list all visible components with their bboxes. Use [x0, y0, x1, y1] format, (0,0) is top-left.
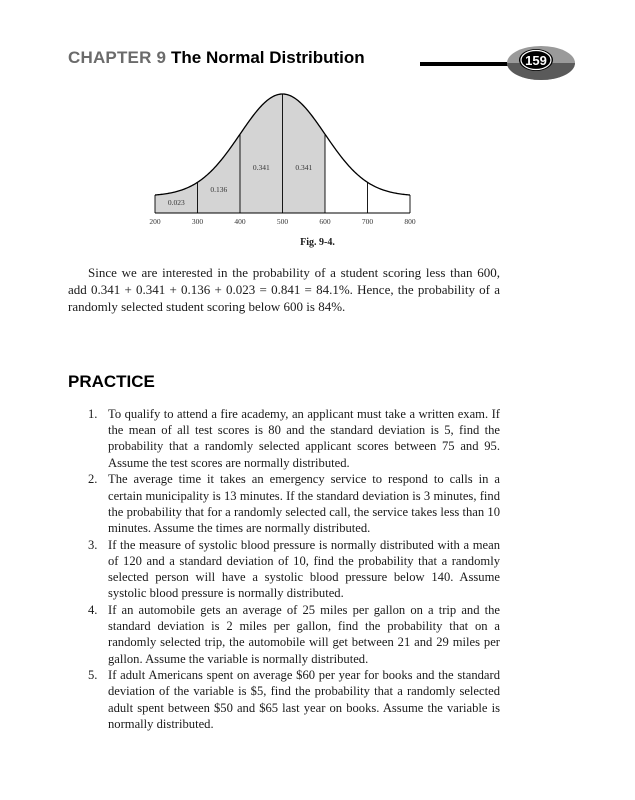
x-tick-label: 700: [361, 217, 374, 226]
x-tick-label: 200: [149, 217, 161, 226]
practice-list: [88, 406, 500, 733]
practice-item: [88, 667, 500, 732]
practice-heading: PRACTICE: [68, 372, 155, 391]
chapter-title: The Normal Distribution: [171, 48, 365, 67]
page-number-badge: [506, 44, 576, 82]
x-tick-label: 400: [234, 217, 246, 226]
practice-item-number: 4.: [88, 602, 98, 617]
practice-item-text: If the measure of systolic blood pressure is normally distributed with a mean of 120 and a standard deviation of 10, find the probability that a randomly selected person will have a systolic blood pressure below 140. Assume systolic blood pressure is normally distributed.: [108, 537, 500, 601]
practice-item-text: The average time it takes an emergency service to respond to calls in a certain municipality is 13 minutes. If the standard deviation is 3 minutes, find the probability that for a randomly selected call, the service takes less than 10 minutes. Assume the times are normally distributed.: [108, 472, 500, 535]
header-rule: [420, 62, 512, 66]
practice-item: [88, 471, 500, 536]
region-probability-label: 0.136: [210, 185, 228, 194]
practice-item-number: 2.: [88, 472, 98, 487]
practice-item-text: To qualify to attend a fire academy, an applicant must take a written exam. If the mean of all test scores is 80 and the standard deviation is 5, find the probability that a randomly selected applicant scores between 75 and 95. Assume the test scores are normally distributed.: [108, 407, 500, 470]
normal-distribution-chart: [140, 88, 440, 238]
x-tick-label: 500: [276, 217, 289, 226]
practice-item: [88, 406, 500, 471]
practice-item-number: 3.: [88, 537, 98, 552]
practice-item: [88, 602, 500, 667]
practice-item-number: 5.: [88, 668, 98, 683]
region-probability-label: 0.341: [295, 163, 313, 172]
page-header: [68, 44, 578, 80]
region-probability-label: 0.023: [167, 198, 185, 207]
practice-item-text: If adult Americans spent on average $60 per year for books and the standard deviation of the variable is $5, find the probability that a randomly selected adult spent between $50 and $65 last year on books. Assume the variable is normally distributed.: [108, 668, 500, 731]
practice-item-number: 1.: [88, 407, 98, 421]
x-tick-label: 300: [191, 217, 204, 226]
figure-caption: Fig. 9-4.: [300, 237, 335, 248]
region-probability-label: 0.341: [252, 163, 270, 172]
page-number: 159: [525, 53, 547, 68]
x-tick-label: 800: [404, 217, 416, 226]
x-tick-label: 600: [319, 217, 331, 226]
practice-item: [88, 537, 500, 602]
explanation-paragraph: Since we are interested in the probability of a student scoring less than 600, add 0.341 + 0.341 + 0.136 + 0.023 = 0.841 = 84.1%. Hence, the probability of a randomly selected student scoring below 600 is 84%.: [68, 265, 500, 314]
practice-item-text: If an automobile gets an average of 25 miles per gallon on a trip and the standard deviation is 2 miles per gallon, find the probability that on a randomly selected trip, the automobile will get between 21 and 29 miles per gallon. Assume the variable is normally distributed.: [108, 602, 500, 666]
chapter-label: CHAPTER 9: [68, 48, 167, 67]
